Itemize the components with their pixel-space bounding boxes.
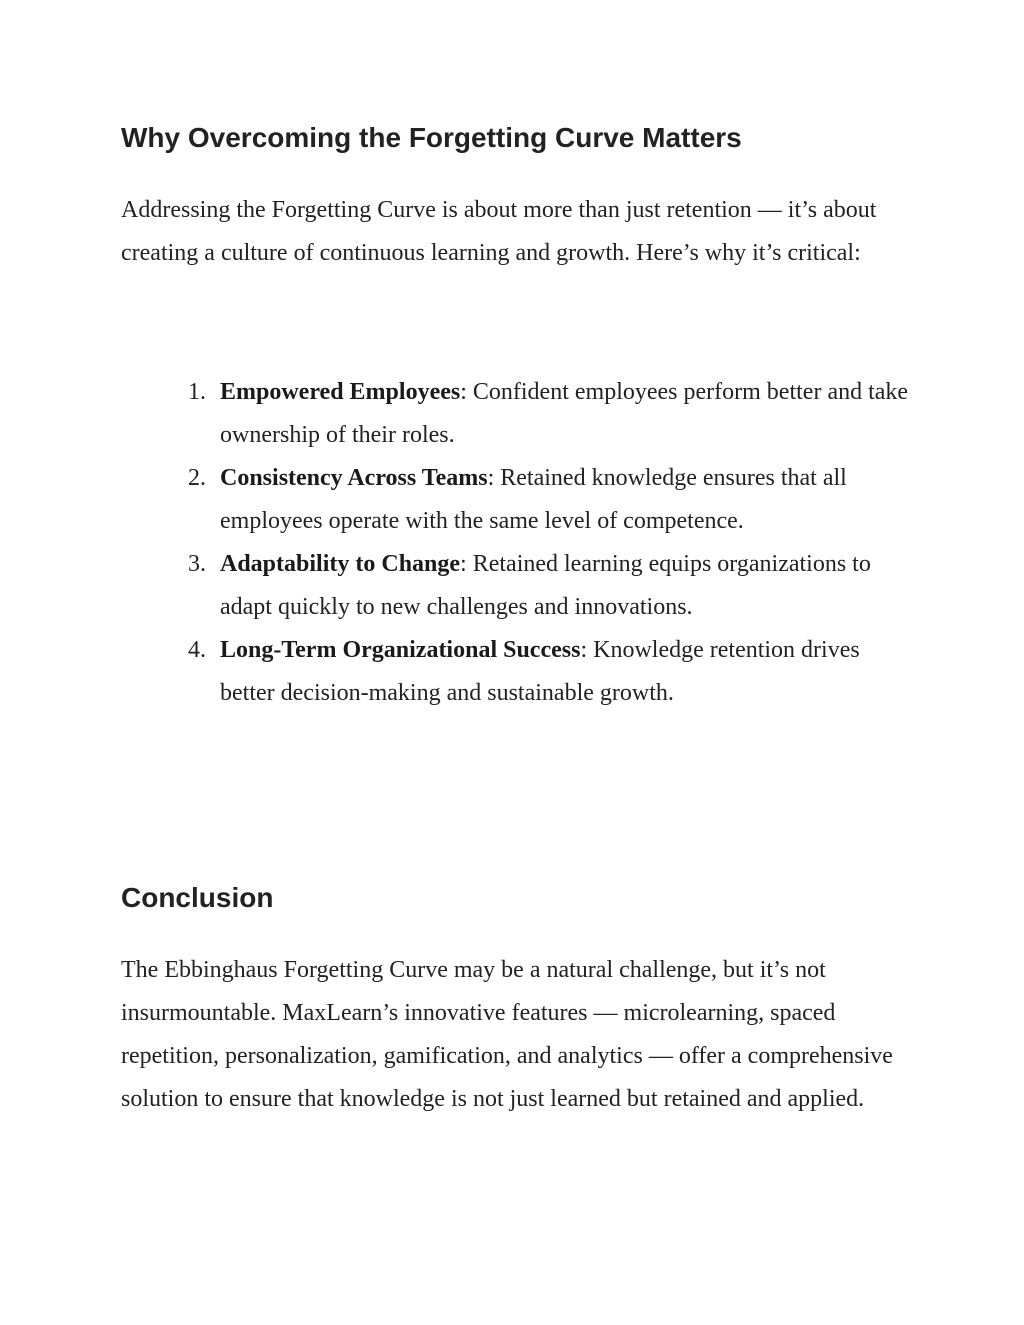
list-item-text: : Retained learning equips organizations to adapt quickly to new challenges and innovations. — [220, 551, 871, 620]
list-item-title: Consistency Across Teams — [220, 465, 488, 491]
intro-paragraph: Addressing the Forgetting Curve is about more than just retention — it’s about creating a culture of continuous learning and growth. Here’s why it’s critical: — [121, 197, 877, 266]
list-item-text: : Confident employees perform better and take ownership of their roles. — [220, 379, 909, 448]
list-item-number: 1. — [188, 379, 206, 405]
conclusion-paragraph: The Ebbinghaus Forgetting Curve may be a natural challenge, but it’s not insurmountable. MaxLearn’s innovative features — microlearning, spaced repetition, personalization, gamification, and analytics — offer a comprehensive solution to ensure that knowledge is not just learned but retained and applied. — [121, 957, 893, 1112]
list-item-title: Empowered Employees — [220, 379, 461, 405]
list-item — [121, 371, 911, 457]
list-item-title: Long-Term Organizational Success — [220, 637, 581, 663]
section-heading-conclusion: Conclusion — [121, 882, 274, 913]
list-item-number: 4. — [188, 637, 206, 663]
list-item — [121, 457, 911, 543]
list-item-text: : Retained knowledge ensures that all employees operate with the same level of competence. — [220, 465, 847, 534]
section-heading-why-overcoming: Why Overcoming the Forgetting Curve Matters — [121, 122, 742, 153]
list-item-title: Adaptability to Change — [220, 551, 461, 577]
list-item-text: : Knowledge retention drives better decision-making and sustainable growth. — [220, 637, 860, 706]
list-item — [121, 629, 911, 715]
reasons-list — [121, 371, 911, 715]
list-item-number: 2. — [188, 465, 206, 491]
list-item — [121, 543, 911, 629]
list-item-number: 3. — [188, 551, 206, 577]
